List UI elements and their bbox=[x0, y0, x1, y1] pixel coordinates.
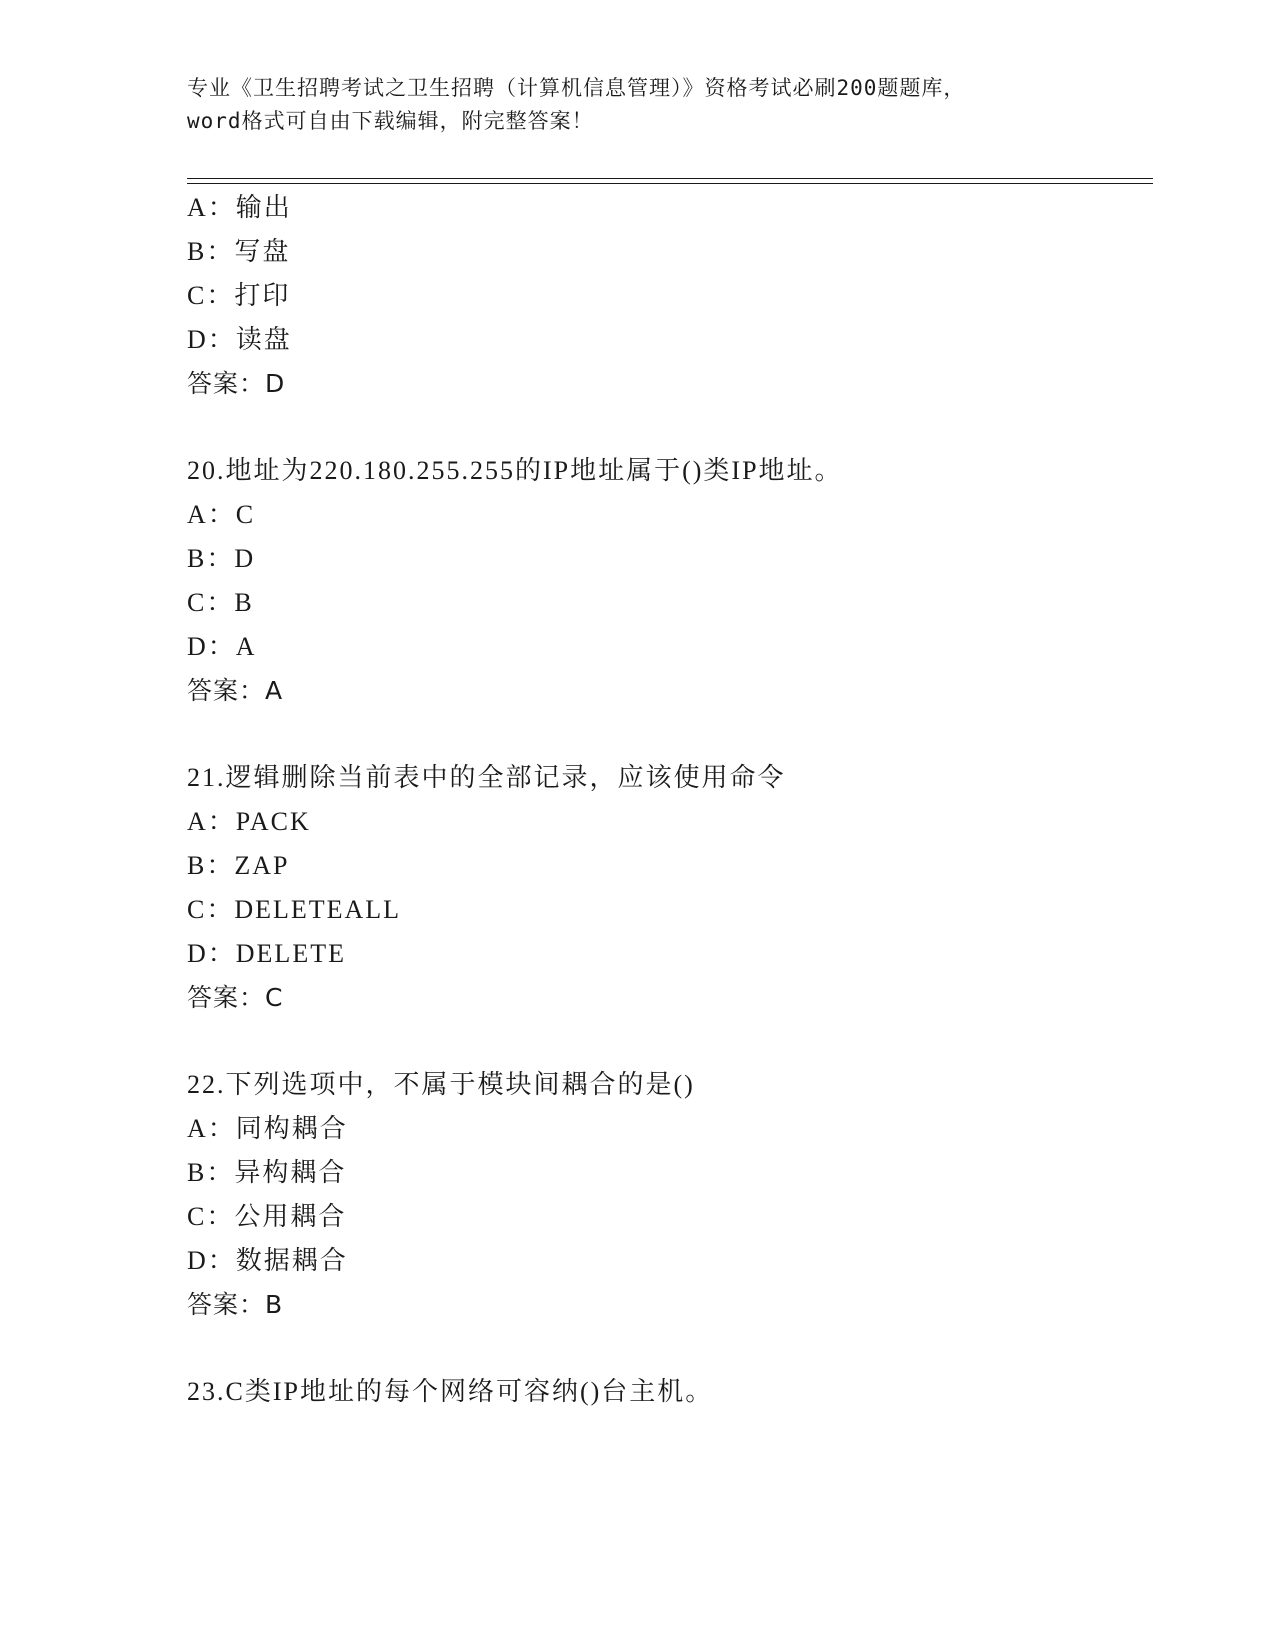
header-line-1: 专业《卫生招聘考试之卫生招聘（计算机信息管理）》资格考试必刷200题题库， bbox=[187, 76, 966, 100]
header-line-2: word格式可自由下载编辑，附完整答案！ bbox=[187, 109, 594, 133]
q21-text: 21.逻辑删除当前表中的全部记录，应该使用命令 bbox=[187, 763, 786, 792]
q22-option-c: C：公用耦合 bbox=[187, 1202, 347, 1231]
q22-option-d: D：数据耦合 bbox=[187, 1246, 348, 1275]
q20-option-c: C：B bbox=[187, 588, 254, 617]
q21-option-c: C：DELETEALL bbox=[187, 895, 402, 924]
q22-option-a: A：同构耦合 bbox=[187, 1114, 348, 1143]
q20-option-a: A：C bbox=[187, 500, 256, 529]
q21-answer: 答案：C bbox=[187, 983, 284, 1012]
q22-option-b: B：异构耦合 bbox=[187, 1158, 347, 1187]
q21-option-d: D：DELETE bbox=[187, 939, 346, 968]
q22-answer: 答案：B bbox=[187, 1290, 284, 1319]
header-divider-top bbox=[187, 178, 1153, 179]
prev-option-a: A：输出 bbox=[187, 193, 292, 222]
prev-option-c: C：打印 bbox=[187, 281, 291, 310]
q20-option-d: D：A bbox=[187, 632, 257, 661]
header-divider-bottom bbox=[187, 183, 1153, 184]
prev-answer: 答案：D bbox=[187, 369, 286, 398]
q21-option-b: B：ZAP bbox=[187, 851, 290, 880]
q20-answer: 答案：A bbox=[187, 676, 284, 705]
q21-option-a: A：PACK bbox=[187, 807, 311, 836]
q20-option-b: B：D bbox=[187, 544, 256, 573]
q22-text: 22.下列选项中，不属于模块间耦合的是() bbox=[187, 1070, 695, 1099]
document-header bbox=[187, 72, 1087, 138]
prev-option-d: D：读盘 bbox=[187, 325, 292, 354]
q20-text: 20.地址为220.180.255.255的IP地址属于()类IP地址。 bbox=[187, 456, 843, 485]
q23-text: 23.C类IP地址的每个网络可容纳()台主机。 bbox=[187, 1377, 714, 1406]
prev-option-b: B：写盘 bbox=[187, 237, 291, 266]
